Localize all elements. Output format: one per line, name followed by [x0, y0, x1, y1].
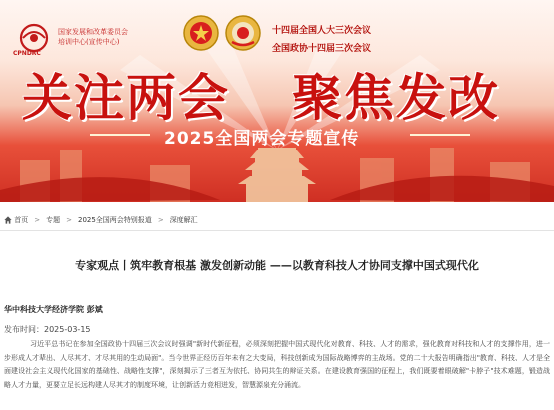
org-logo-text: CPNDRC — [13, 50, 41, 57]
subtitle-rule-left — [90, 134, 150, 136]
org-name-block — [58, 27, 128, 47]
meeting-info — [272, 22, 371, 58]
breadcrumb-divider — [0, 230, 554, 231]
breadcrumb-separator: > — [34, 216, 41, 224]
org-subname: 培训中心(宣传中心) — [58, 38, 120, 46]
breadcrumb — [4, 215, 198, 225]
date-value: 2025-03-15 — [44, 325, 91, 334]
date-label: 发布时间： — [4, 325, 44, 334]
article-body-paragraph: 习近平总书记在参加全国政协十四届三次会议时强调"新时代新征程，必须深刻把握中国式现代化对教育、科技、人才的需求，强化教育对科技和人才的支撑作用，进一步形成人才辈出、人尽其才、才尽其用的生动局面"。当今世界正经历百年未有之大变局，科技创新成为国际战略博弈的主战场。党的二十大报告明确指出"教育、科技、人才是全面建设社会主义现代化国家的基础性、战略性支撑"，深刻揭示了三者互为依托、协同共生的辩证关系。在建设教育强国的征程上，我们既要着眼破解"卡脖子"技术难题，锻造战略人才力量，更要立足长远构建人尽其才的制度环境，让创新活力竞相迸发，智慧源泉充分涌流。 — [4, 340, 550, 389]
breadcrumb-item-topics[interactable]: 专题 — [46, 216, 61, 224]
home-icon — [4, 216, 12, 224]
breadcrumb-separator: > — [157, 216, 164, 224]
article-author: 华中科技大学经济学院 彭斌 — [4, 305, 103, 314]
article-title: 专家观点丨筑牢教育根基 激发创新动能 ——以教育科技人才协同支撑中国式现代化 — [75, 259, 479, 272]
breadcrumb-item-home[interactable]: 首页 — [14, 216, 29, 224]
article-date — [4, 324, 91, 335]
cppcc-emblem-icon — [224, 14, 262, 52]
slogan-right: 聚焦发改 — [292, 68, 500, 127]
national-emblem-icon — [182, 14, 220, 52]
org-name: 国家发展和改革委员会 — [58, 28, 128, 36]
slogan-left: 关注两会 — [22, 68, 230, 127]
subtitle-rule-right — [410, 134, 470, 136]
breadcrumb-item-special-report[interactable]: 2025全国两会特别报道 — [77, 216, 152, 224]
banner — [0, 0, 554, 202]
breadcrumb-item-current[interactable]: 深度解汇 — [169, 216, 198, 224]
breadcrumb-separator: > — [66, 216, 72, 224]
meeting-line-1: 十四届全国人大三次会议 — [272, 26, 372, 36]
meeting-line-2: 全国政协十四届三次会议 — [272, 44, 372, 54]
breadcrumb-home[interactable] — [4, 215, 28, 225]
banner-subtitle: 2025全国两会专题宣传 — [164, 129, 360, 149]
